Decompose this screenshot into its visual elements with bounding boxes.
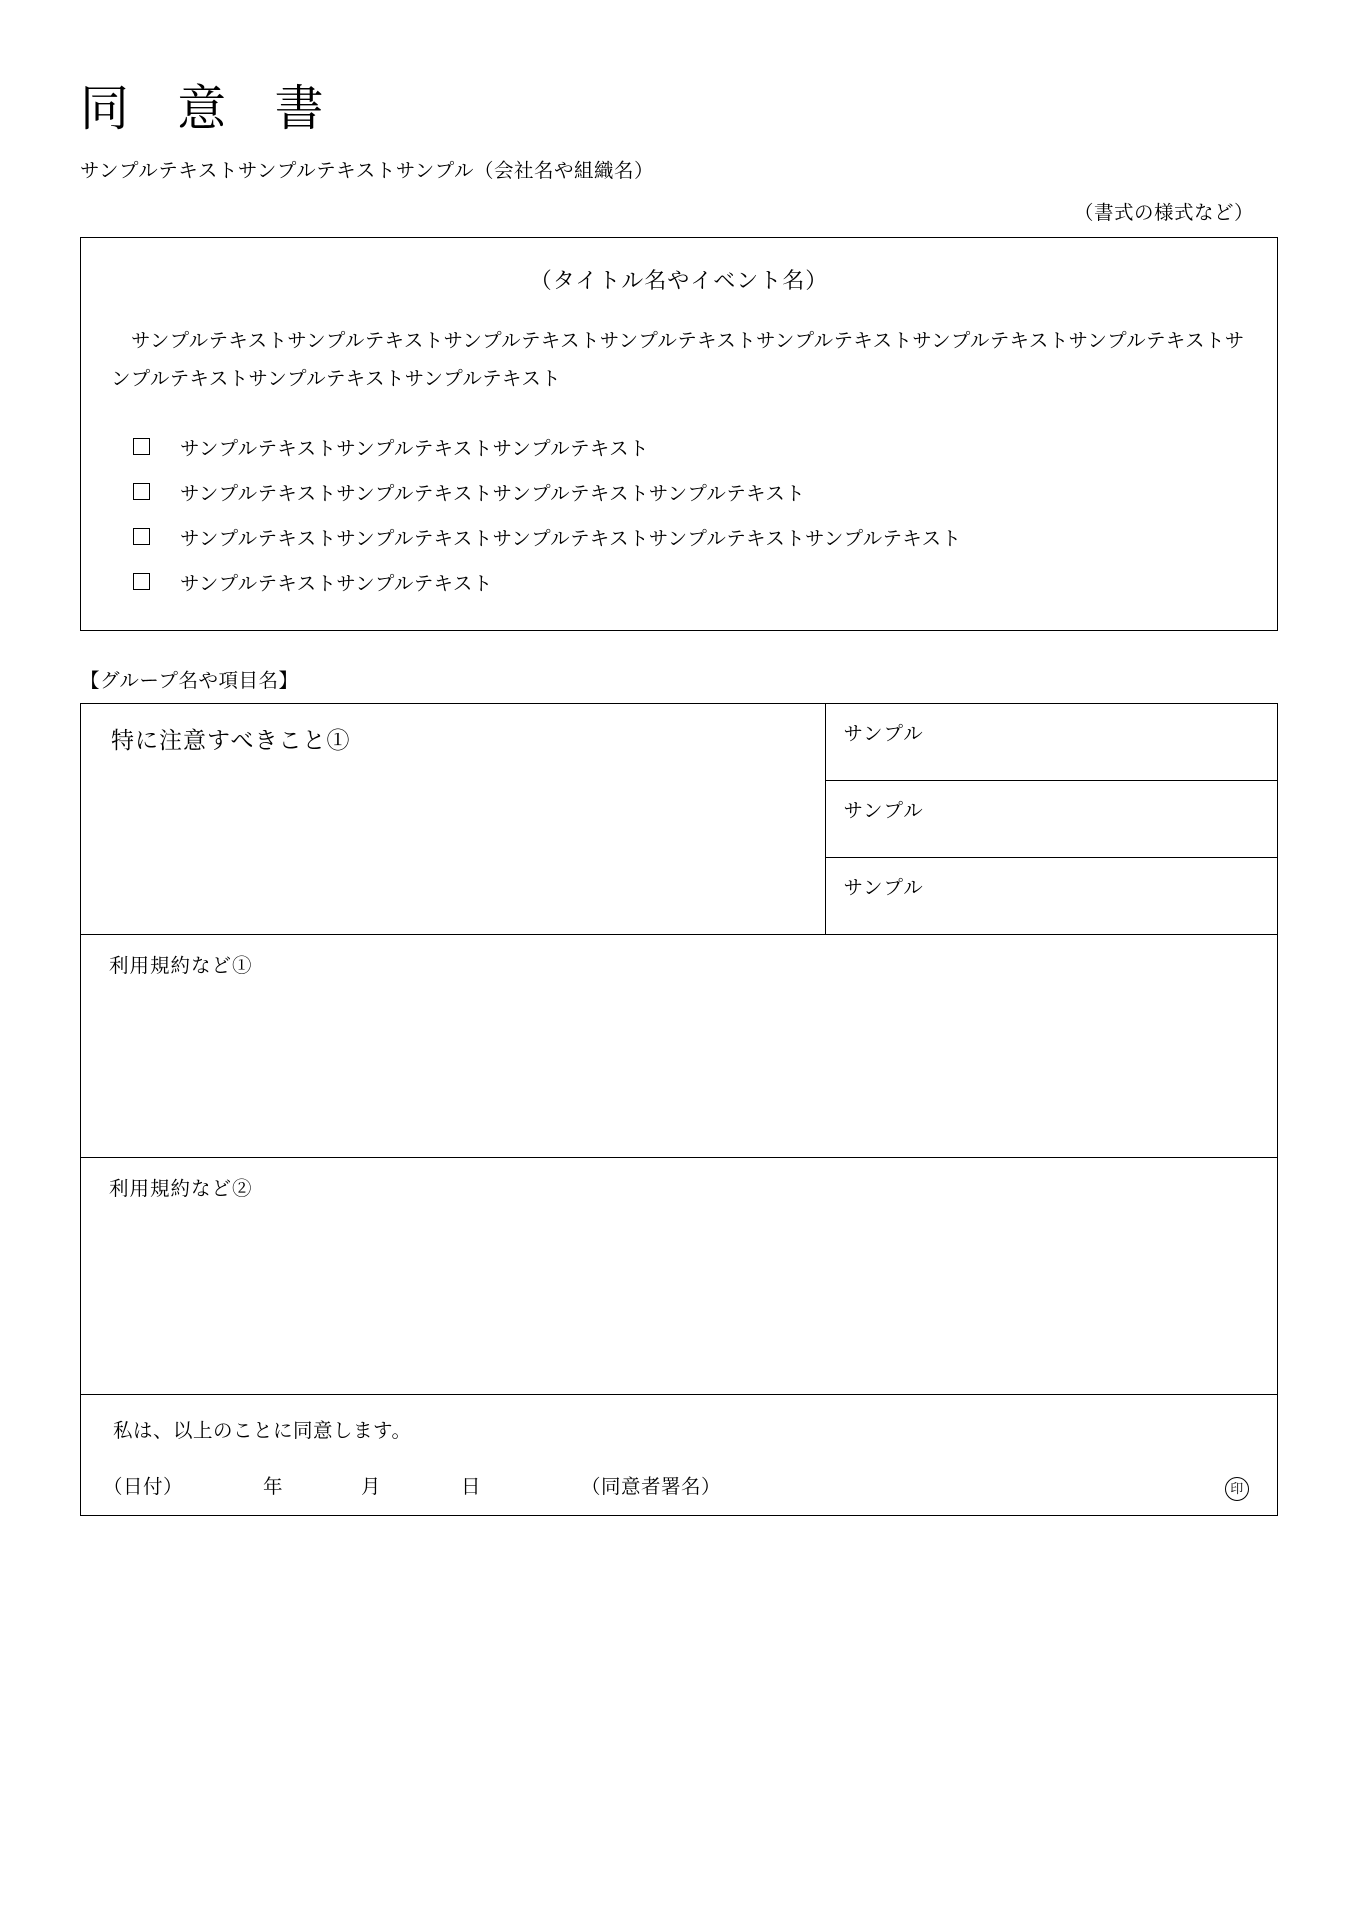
checklist-label: サンプルテキストサンプルテキスト bbox=[180, 573, 493, 595]
top-info-box bbox=[80, 237, 1278, 631]
checkbox-icon[interactable] bbox=[133, 573, 150, 590]
day-label[interactable]: 日 bbox=[461, 1476, 482, 1498]
page-title: 同 意 書 bbox=[80, 81, 342, 136]
list-item[interactable] bbox=[111, 433, 1247, 461]
month-label[interactable]: 月 bbox=[361, 1476, 382, 1498]
terms2-cell[interactable] bbox=[81, 1157, 1278, 1394]
year-label[interactable]: 年 bbox=[263, 1476, 284, 1498]
agreement-cell bbox=[81, 1394, 1278, 1515]
agreement-text: 私は、以上のことに同意します。 bbox=[113, 1420, 412, 1442]
intro-paragraph: サンプルテキストサンプルテキストサンプルテキストサンプルテキストサンプルテキストサンプルテキストサンプルテキストサンプルテキストサンプルテキストサンプルテキスト bbox=[111, 330, 1245, 390]
checklist-label: サンプルテキストサンプルテキストサンプルテキストサンプルテキストサンプルテキスト bbox=[180, 528, 962, 550]
table-row bbox=[81, 934, 1278, 1157]
checkbox-icon[interactable] bbox=[133, 528, 150, 545]
sample-label: サンプル bbox=[843, 800, 924, 822]
checklist-label: サンプルテキストサンプルテキストサンプルテキストサンプルテキスト bbox=[180, 483, 806, 505]
notice-label: 特に注意すべきこと① bbox=[111, 727, 351, 753]
terms1-cell[interactable] bbox=[81, 934, 1278, 1157]
signature-row bbox=[81, 1471, 1277, 1501]
table-row bbox=[81, 703, 1278, 780]
date-label: （日付） bbox=[103, 1476, 184, 1498]
event-title: （タイトル名やイベント名） bbox=[529, 267, 829, 293]
format-note: （書式の様式など） bbox=[1073, 202, 1254, 224]
table-row bbox=[81, 1394, 1278, 1515]
terms2-label: 利用規約など② bbox=[109, 1178, 253, 1200]
list-item[interactable] bbox=[111, 523, 1247, 551]
terms1-label: 利用規約など① bbox=[109, 955, 253, 977]
organization-line: サンプルテキストサンプルテキストサンプル（会社名や組織名） bbox=[80, 160, 654, 182]
sample-label: サンプル bbox=[843, 723, 924, 745]
checklist bbox=[111, 433, 1247, 596]
signer-label[interactable]: （同意者署名） bbox=[581, 1476, 722, 1498]
sample-cell-2[interactable] bbox=[825, 780, 1277, 857]
notice-cell[interactable] bbox=[81, 703, 826, 934]
sample-cell-1[interactable] bbox=[825, 703, 1277, 780]
sample-cell-3[interactable] bbox=[825, 857, 1277, 934]
sample-label: サンプル bbox=[843, 877, 924, 899]
list-item[interactable] bbox=[111, 478, 1247, 506]
seal-icon: 印 bbox=[1225, 1477, 1249, 1501]
form-table bbox=[80, 703, 1278, 1516]
checkbox-icon[interactable] bbox=[133, 483, 150, 500]
list-item[interactable] bbox=[111, 568, 1247, 596]
group-label: 【グループ名や項目名】 bbox=[80, 670, 299, 692]
table-row bbox=[81, 1157, 1278, 1394]
checklist-label: サンプルテキストサンプルテキストサンプルテキスト bbox=[180, 438, 649, 460]
checkbox-icon[interactable] bbox=[133, 438, 150, 455]
